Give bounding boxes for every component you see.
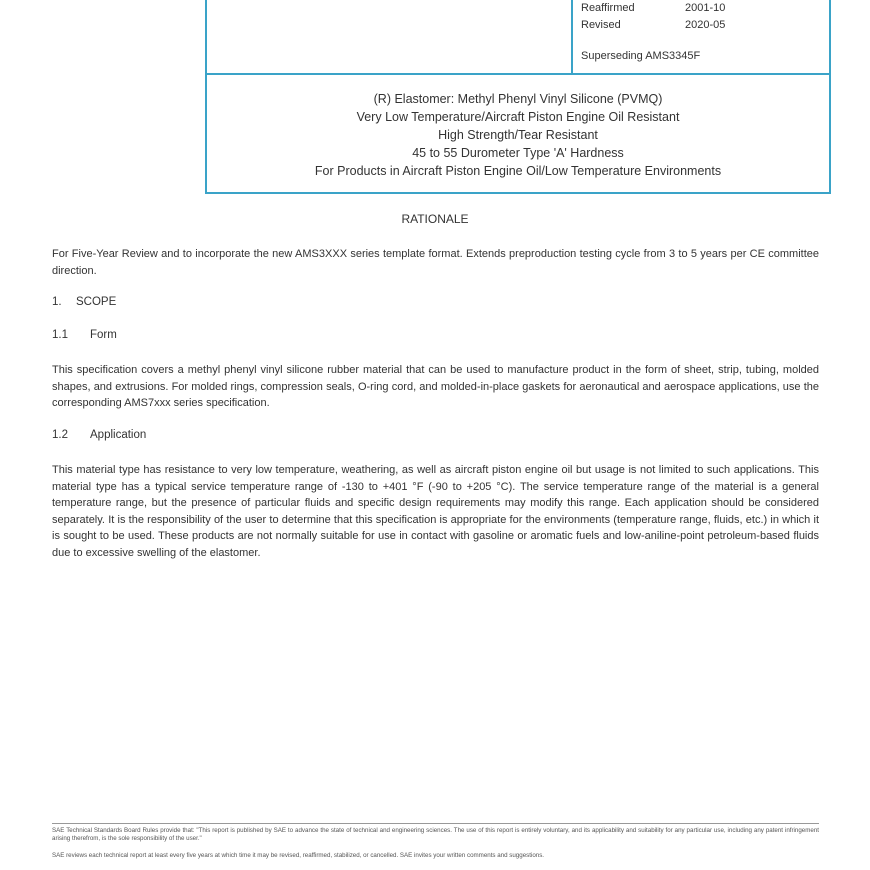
rationale-text: For Five-Year Review and to incorporate the new AMS3XXX series template format. Extends preproduction testing cycle from 3 to 5 years per CE committee direction. xyxy=(52,248,819,277)
section-number: 1.1 xyxy=(52,329,68,341)
section-label: SCOPE xyxy=(76,296,117,308)
document-header-box xyxy=(205,0,831,194)
document-title xyxy=(207,90,829,180)
title-line: 45 to 55 Durometer Type 'A' Hardness xyxy=(412,146,624,160)
form-text: This specification covers a methyl phenyl vinyl silicone rubber material that can be used to manufacture product in the form of sheet, strip, tubing, molded shapes, and extrusions. For molded rings, compression seals, O-ring cord, and molded-in-place gaskets for aeronautical and aerospace applications, use the corresponding AMS7xxx series specification. xyxy=(52,364,819,409)
title-line: Very Low Temperature/Aircraft Piston Engine Oil Resistant xyxy=(356,110,680,124)
reaffirmed-row xyxy=(581,2,726,14)
footer-note: SAE reviews each technical report at least every five years at which time it may be revised, reaffirmed, stabilized, or cancelled. SAE invites your written comments and suggestions. xyxy=(52,852,545,859)
revised-date: 2020-05 xyxy=(685,19,726,31)
header-divider xyxy=(571,0,573,73)
title-line: For Products in Aircraft Piston Engine Oil/Low Temperature Environments xyxy=(314,164,722,178)
footer-divider xyxy=(52,823,819,824)
revised-row xyxy=(581,19,726,31)
rationale-heading: RATIONALE xyxy=(401,212,469,226)
section-label: Application xyxy=(90,429,147,441)
revised-label: Revised xyxy=(581,19,621,31)
section-form xyxy=(52,329,117,341)
title-line: (R) Elastomer: Methyl Phenyl Vinyl Silicone (PVMQ) xyxy=(373,92,663,106)
superseding-note: Superseding AMS3345F xyxy=(581,50,701,62)
section-number: 1. xyxy=(52,296,62,308)
application-text: This material type has resistance to very low temperature, weathering, as well as aircraft piston engine oil but usage is not limited to such applications. This material type has a typical service temperature range of -130 to +401 °F (-90 to +205 °C). The service temperature range of the material is a general temperature range, but the presence of particular fluids and specific design requirements may modify this range. Each application should be considered separately. It is the responsibility of the user to determine that this specification is appropriate for the environments (temperature range, fluids, etc.) in which it is sought to be used. These products are not normally suitable for use in contact with gasoline or aromatic fuels and low-aniline-point petroleum-based fluids due to excessive swelling of the elastomer. xyxy=(52,464,819,559)
reaffirmed-date: 2001-10 xyxy=(685,2,726,14)
section-application xyxy=(52,429,147,441)
reaffirmed-label: Reaffirmed xyxy=(581,2,635,14)
section-scope xyxy=(52,296,117,308)
footer-note: SAE Technical Standards Board Rules provide that: "This report is published by SAE to advance the state of technical and engineering sciences. The use of this report is entirely voluntary, and its applicability and suitability for any particular use, including any patent infringement arising therefrom, is the sole responsibility of the user." xyxy=(52,827,819,842)
section-label: Form xyxy=(90,329,117,341)
title-line: High Strength/Tear Resistant xyxy=(438,128,598,142)
section-number: 1.2 xyxy=(52,429,68,441)
header-top-row xyxy=(207,0,829,75)
